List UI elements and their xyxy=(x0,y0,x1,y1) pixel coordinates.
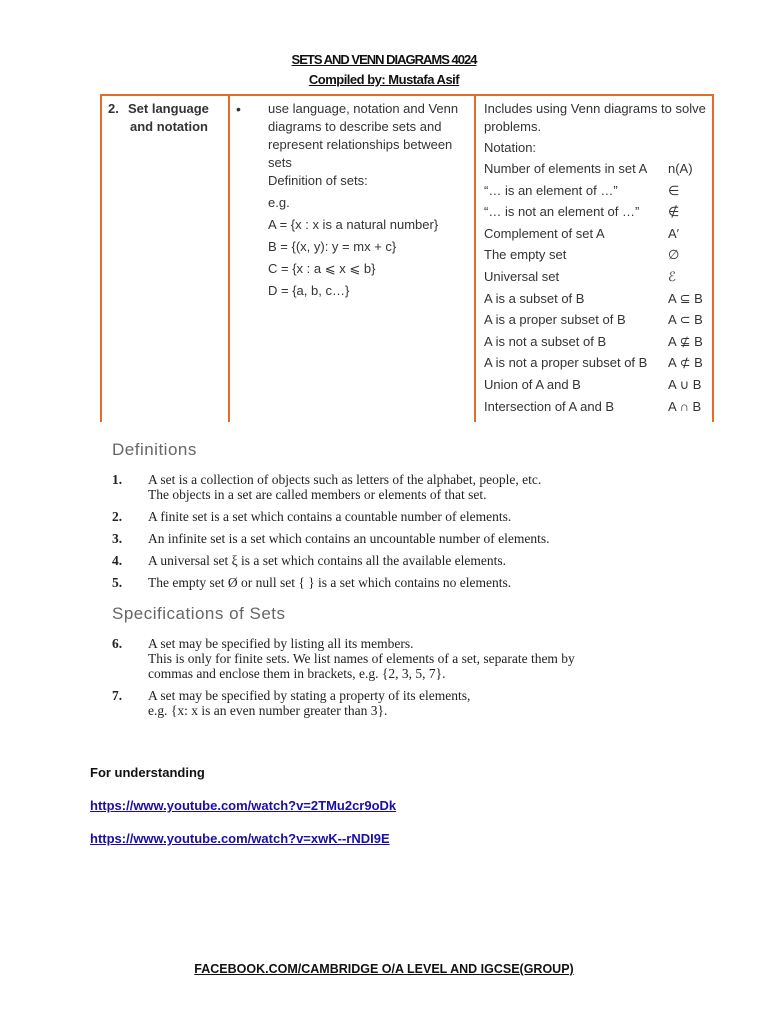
definitions-heading: Definitions xyxy=(112,440,197,459)
notation-symbol: ℰ xyxy=(668,268,676,284)
notation-label: Number of elements in set A xyxy=(484,161,648,176)
notation-symbol: A ⊈ B xyxy=(668,333,703,349)
item-text: A set is a collection of objects such as letters of the alphabet, people, etc. xyxy=(148,472,542,487)
notation-row xyxy=(484,396,714,418)
notation-row xyxy=(484,223,714,245)
document-subtitle: Compiled by: Mustafa Asif xyxy=(308,72,460,87)
topic-title-line2: and notation xyxy=(130,119,208,134)
item-text: An infinite set is a set which contains an uncountable number of elements. xyxy=(148,531,550,546)
footer-text: FACEBOOK.COM/CAMBRIDGE O/A LEVEL AND IGCSE(GROUP) xyxy=(194,962,574,976)
eg-label: e.g. xyxy=(268,195,290,210)
notation-label: A is not a proper subset of B xyxy=(484,355,648,371)
notes-cell xyxy=(484,100,714,417)
notation-symbol: ∈ xyxy=(668,182,680,198)
item-text: The empty set Ø or null set { } is a set which contains no elements. xyxy=(148,575,512,590)
notation-label: Union of A and B xyxy=(484,376,581,392)
understanding-label: For understanding xyxy=(90,765,205,780)
notation-row xyxy=(484,180,714,202)
set-example: A = {x : x is a natural number} xyxy=(268,217,439,232)
list-item xyxy=(112,575,712,590)
list-item xyxy=(112,472,712,502)
notation-symbol: A ⊂ B xyxy=(668,312,703,328)
notation-label: Complement of set A xyxy=(484,225,605,241)
notation-label: The empty set xyxy=(484,247,567,263)
document-title: SETS AND VENN DIAGRAMS 4024 xyxy=(291,52,477,67)
item-text: A finite set is a set which contains a countable number of elements. xyxy=(148,509,512,524)
item-text: A universal set ξ is a set which contains all the available elements. xyxy=(148,553,507,568)
item-text: commas and enclose them in brackets, e.g. {2, 3, 5, 7}. xyxy=(148,666,446,681)
list-item xyxy=(112,553,712,568)
notation-heading: Notation: xyxy=(484,140,537,155)
definition-heading: Definition of sets: xyxy=(268,173,368,188)
item-text: e.g. {x: x is an even number greater than 3}. xyxy=(148,703,388,718)
specifications-heading: Specifications of Sets xyxy=(112,604,286,623)
set-example: C = {x : a ⩽ x ⩽ b} xyxy=(268,261,376,276)
notation-row xyxy=(484,331,714,353)
topic-number: 2. xyxy=(108,101,119,116)
item-text: A set may be specified by listing all its members. xyxy=(148,636,414,651)
notation-label: “… is an element of …” xyxy=(484,182,618,198)
topic-title: Set language xyxy=(128,101,209,116)
notation-label: A is not a subset of B xyxy=(484,333,607,349)
item-text: This is only for finite sets. We list names of elements of a set, separate them by xyxy=(148,651,575,666)
notation-label: Universal set xyxy=(484,268,560,284)
item-number: 4. xyxy=(112,553,123,568)
description-cell xyxy=(268,100,468,300)
notation-row xyxy=(484,244,714,266)
notation-label: A is a subset of B xyxy=(484,290,585,306)
notation-symbol: A ⊄ B xyxy=(668,355,703,371)
notation-symbol: ∉ xyxy=(668,204,680,220)
notation-row xyxy=(484,158,714,180)
topic-cell xyxy=(108,100,230,136)
notation-row xyxy=(484,266,714,288)
notation-symbol: A′ xyxy=(668,225,680,241)
youtube-link-2[interactable]: https://www.youtube.com/watch?v=xwK--rNDI9E xyxy=(90,831,390,846)
notation-label: Intersection of A and B xyxy=(484,398,615,414)
item-number: 1. xyxy=(112,472,123,487)
description-line: represent relationships between xyxy=(268,137,453,152)
table-divider xyxy=(474,96,476,422)
item-text: The objects in a set are called members or elements of that set. xyxy=(148,487,487,502)
notes-intro-line: Includes using Venn diagrams to solve xyxy=(484,101,706,116)
item-number: 3. xyxy=(112,531,123,546)
notation-row xyxy=(484,201,714,223)
item-number: 7. xyxy=(112,688,123,703)
notation-symbol: A ∪ B xyxy=(668,376,702,392)
notation-symbol: n(A) xyxy=(668,161,693,176)
set-example: B = {(x, y): y = mx + c} xyxy=(268,239,397,254)
item-number: 6. xyxy=(112,636,123,651)
list-item xyxy=(112,688,712,718)
notation-symbol: A ⊆ B xyxy=(668,290,703,306)
notation-row xyxy=(484,374,714,396)
notation-symbol: ∅ xyxy=(668,247,680,263)
description-line: diagrams to describe sets and xyxy=(268,119,442,134)
item-number: 2. xyxy=(112,509,123,524)
notation-symbol: A ∩ B xyxy=(668,398,702,414)
item-text: A set may be specified by stating a property of its elements, xyxy=(148,688,471,703)
notation-row xyxy=(484,352,714,374)
set-example: D = {a, b, c…} xyxy=(268,283,350,298)
syllabus-table xyxy=(100,94,714,422)
notation-label: “… is not an element of …” xyxy=(484,204,640,220)
notation-label: A is a proper subset of B xyxy=(484,312,626,328)
definitions-section xyxy=(112,440,712,725)
notation-row xyxy=(484,309,714,331)
table-divider xyxy=(100,96,102,422)
description-line: use language, notation and Venn xyxy=(268,101,459,116)
list-item xyxy=(112,531,712,546)
list-item xyxy=(112,509,712,524)
item-number: 5. xyxy=(112,575,123,590)
notes-intro-line: problems. xyxy=(484,119,542,134)
notation-row xyxy=(484,288,714,310)
youtube-link-1[interactable]: https://www.youtube.com/watch?v=2TMu2cr9oDk xyxy=(90,798,397,813)
list-item xyxy=(112,636,712,681)
table-divider xyxy=(228,96,230,422)
description-line: sets xyxy=(268,155,292,170)
bullet-icon: • xyxy=(236,101,241,117)
